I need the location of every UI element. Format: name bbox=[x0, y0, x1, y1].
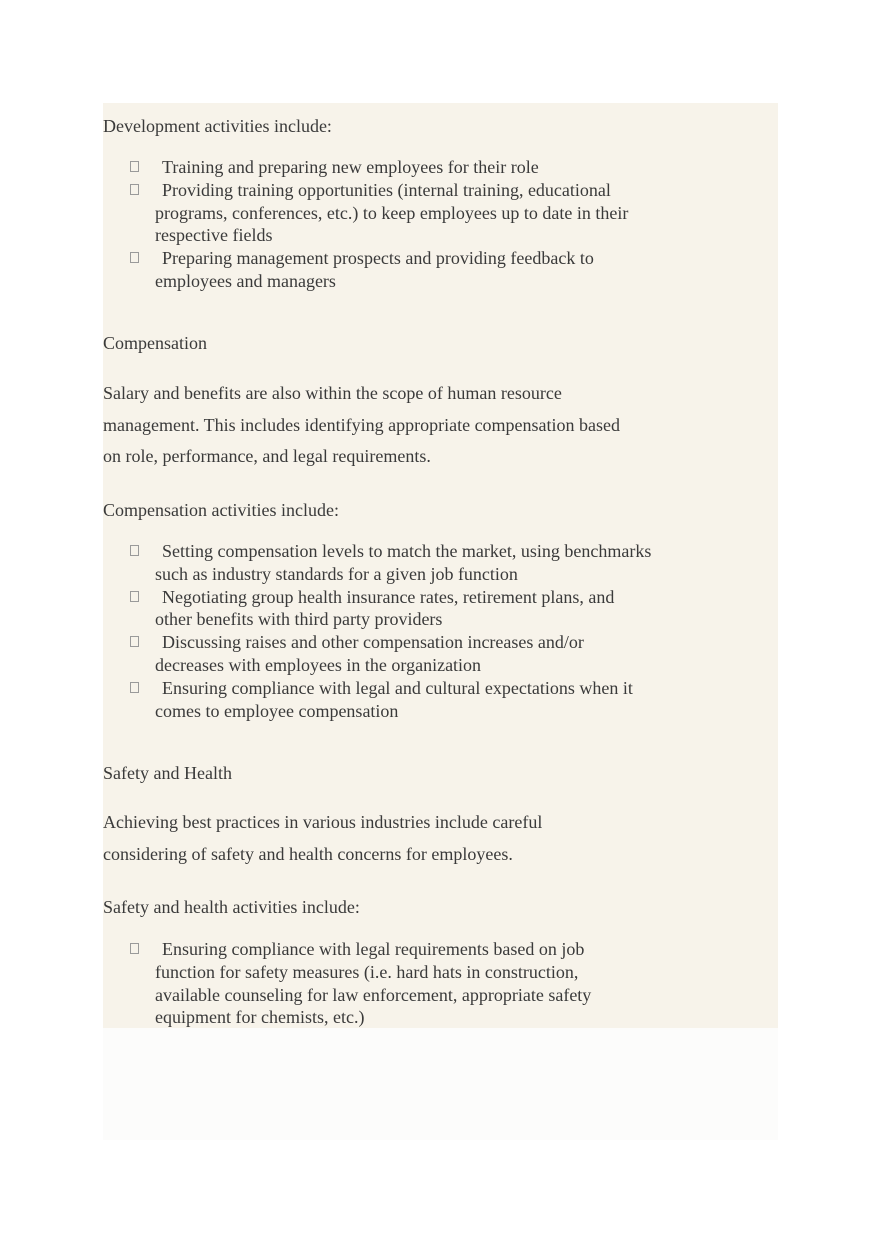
safety-heading: Safety and health activities include: bbox=[103, 897, 360, 917]
section-title: Safety and Health bbox=[103, 763, 232, 783]
checkbox-icon bbox=[130, 161, 139, 172]
list-item-text: Training and preparing new employees for their role bbox=[162, 157, 539, 177]
checkbox-icon bbox=[130, 545, 139, 556]
development-list bbox=[130, 156, 655, 293]
faint-region bbox=[103, 1028, 778, 1140]
list-item bbox=[130, 586, 660, 632]
safety-list bbox=[130, 938, 640, 1029]
list-item bbox=[130, 677, 660, 723]
list-item-text: Providing training opportunities (internal training, educational programs, conferences, etc.) to keep employees up to date in their respective fields bbox=[155, 179, 629, 246]
list-item bbox=[130, 938, 640, 1029]
list-item bbox=[130, 179, 655, 247]
development-heading: Development activities include: bbox=[103, 116, 332, 136]
list-item-text: Discussing raises and other compensation increases and/or decreases with employees in the organization bbox=[155, 632, 584, 675]
list-item bbox=[130, 247, 655, 293]
list-item bbox=[130, 156, 655, 179]
compensation-list bbox=[130, 540, 660, 722]
list-item-text: Ensuring compliance with legal and cultural expectations when it comes to employee compensation bbox=[155, 677, 633, 721]
safety-paragraph: Achieving best practices in various industries include careful considering of safety and health concerns for employees. bbox=[103, 812, 543, 864]
checkbox-icon bbox=[130, 591, 139, 602]
checkbox-icon bbox=[130, 682, 139, 693]
checkbox-icon bbox=[130, 184, 139, 195]
list-item bbox=[130, 540, 660, 586]
list-item-text: Setting compensation levels to match the market, using benchmarks such as industry standards for a given job function bbox=[155, 541, 652, 584]
list-item-text: Ensuring compliance with legal requirements based on job function for safety measures (i.e. hard hats in construction, available counseling for law enforcement, appropriate safety equipment for chemists, etc.) bbox=[155, 939, 592, 1028]
checkbox-icon bbox=[130, 943, 139, 954]
compensation-paragraph: Salary and benefits are also within the scope of human resource management. This includes identifying appropriate compensation based on role, performance, and legal requirements. bbox=[103, 383, 621, 466]
compensation-heading: Compensation activities include: bbox=[103, 500, 339, 520]
section-title: Compensation bbox=[103, 333, 207, 353]
list-item bbox=[130, 631, 660, 677]
list-item-text: Preparing management prospects and providing feedback to employees and managers bbox=[155, 248, 594, 291]
list-item-text: Negotiating group health insurance rates, retirement plans, and other benefits with third party providers bbox=[155, 586, 615, 630]
checkbox-icon bbox=[130, 636, 139, 647]
checkbox-icon bbox=[130, 252, 139, 263]
